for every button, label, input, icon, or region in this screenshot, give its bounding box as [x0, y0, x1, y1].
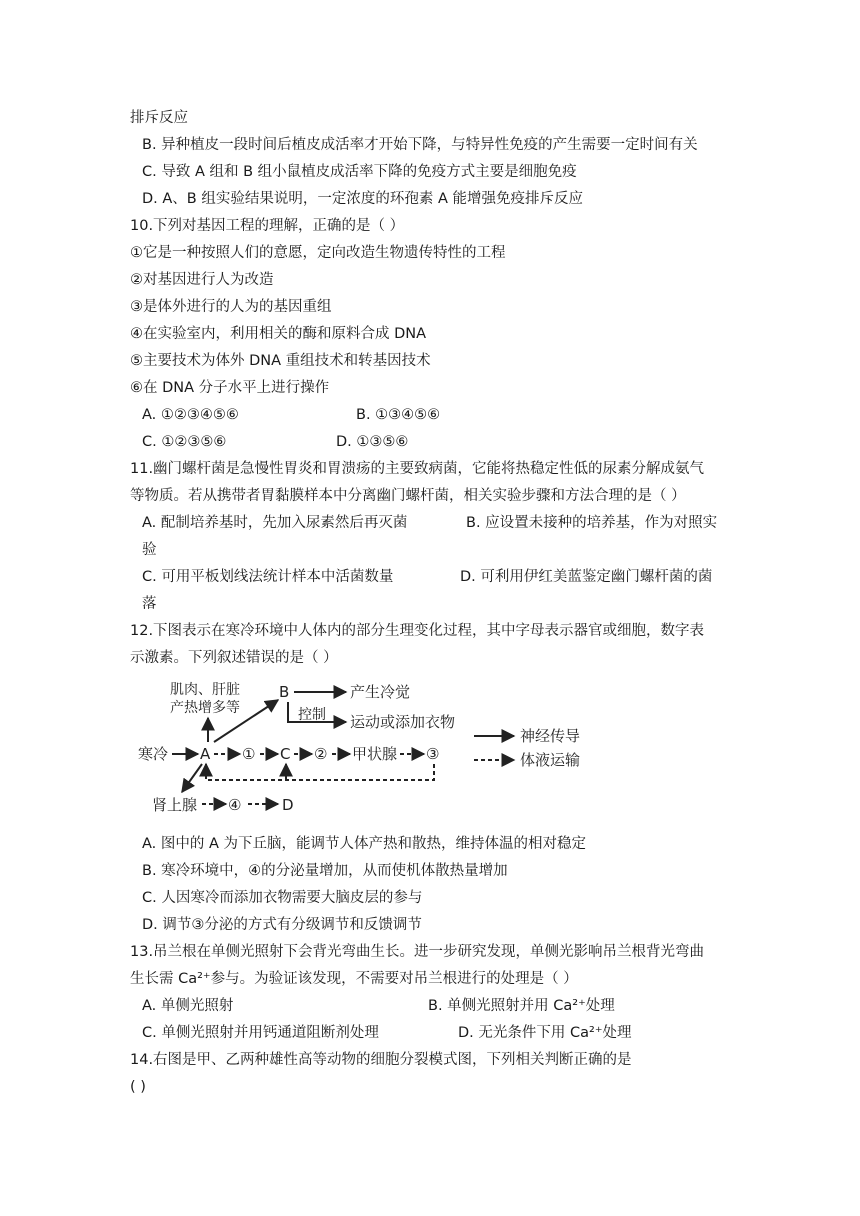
arrow-a-adrenal: [182, 764, 202, 792]
text-line: 排斥反应: [130, 110, 188, 126]
option-b-cont: 验: [142, 542, 157, 558]
option-c: C. ①②③⑤⑥: [142, 434, 227, 450]
heat-production-label: 产热增多等: [170, 700, 240, 716]
cold-label: 寒冷: [138, 745, 169, 763]
question-10: 10.下列对基因工程的理解，正确的是（ ）: [130, 218, 405, 234]
hormone-4: ④: [228, 796, 242, 814]
question-12-cont: 示激素。下列叙述错误的是（ ）: [130, 650, 338, 666]
option-b: B. 寒冷环境中，④的分泌量增加，从而使机体散热量增加: [142, 863, 508, 879]
option-b: B. 异种植皮一段时间后植皮成活率才开始下降，与特异性免疫的产生需要一定时间有关: [142, 137, 698, 153]
option-a: A. 配制培养基时，先加入尿素然后再灭菌: [142, 515, 408, 531]
statement-6: ⑥在 DNA 分子水平上进行操作: [130, 380, 330, 396]
option-c: C. 可用平板划线法统计样本中活菌数量: [142, 569, 394, 585]
option-d: D. 调节③分泌的方式有分级调节和反馈调节: [142, 917, 422, 933]
node-a: A: [200, 745, 211, 763]
thermoregulation-diagram: [138, 680, 598, 820]
feedback-loop-a: [206, 764, 434, 780]
statement-2: ②对基因进行人为改造: [130, 272, 274, 288]
option-d: D. 可利用伊红美蓝鉴定幽门螺杆菌的菌: [460, 569, 713, 585]
option-a: A. 单侧光照射: [142, 998, 234, 1014]
question-14-cont: ( ): [130, 1079, 146, 1095]
statement-3: ③是体外进行的人为的基因重组: [130, 299, 332, 315]
option-a: A. ①②③④⑤⑥: [142, 407, 239, 423]
legend-nerve-label: 神经传导: [520, 727, 581, 745]
question-13: 13.吊兰根在单侧光照射下会背光弯曲生长。进一步研究发现，单侧光影响吊兰根背光弯曲: [130, 944, 705, 960]
hormone-3: ③: [426, 745, 440, 763]
statement-1: ①它是一种按照人们的意愿，定向改造生物遗传特性的工程: [130, 245, 506, 261]
legend-fluid-label: 体液运输: [520, 751, 581, 769]
statement-4: ④在实验室内，利用相关的酶和原料合成 DNA: [130, 326, 427, 342]
option-d-cont: 落: [142, 596, 157, 612]
option-d: D. A、B 组实验结果说明，一定浓度的环孢素 A 能增强免疫排斥反应: [142, 191, 583, 207]
option-b: B. 应设置未接种的培养基，作为对照实: [466, 515, 718, 531]
question-11-cont: 等物质。若从携带者胃黏膜样本中分离幽门螺杆菌，相关实验步骤和方法合理的是（ ）: [130, 488, 686, 504]
option-c: C. 单侧光照射并用钙通道阻断剂处理: [142, 1025, 379, 1041]
muscle-liver-label: 肌肉、肝脏: [170, 682, 240, 698]
node-d: D: [282, 796, 294, 814]
control-label: 控制: [298, 707, 326, 723]
option-d: D. ①③⑤⑥: [336, 434, 409, 450]
question-11: 11.幽门螺杆菌是急慢性胃炎和胃溃疡的主要致病菌，它能将热稳定性低的尿素分解成氨气: [130, 461, 705, 477]
option-b: B. ①③④⑤⑥: [356, 407, 441, 423]
option-b: B. 单侧光照射并用 Ca²⁺处理: [428, 998, 615, 1014]
hormone-2: ②: [314, 745, 328, 763]
add-clothes-label: 运动或添加衣物: [350, 713, 456, 731]
option-c: C. 导致 A 组和 B 组小鼠植皮成活率下降的免疫方式主要是细胞免疫: [142, 164, 577, 180]
hormone-1: ①: [242, 745, 256, 763]
option-d: D. 无光条件下用 Ca²⁺处理: [458, 1025, 632, 1041]
option-a: A. 图中的 A 为下丘脑，能调节人体产热和散热，维持体温的相对稳定: [142, 836, 587, 852]
question-12: 12.下图表示在寒冷环境中人体内的部分生理变化过程，其中字母表示器官或细胞，数字表: [130, 623, 705, 639]
option-c: C. 人因寒冷而添加衣物需要大脑皮层的参与: [142, 890, 423, 906]
statement-5: ⑤主要技术为体外 DNA 重组技术和转基因技术: [130, 353, 431, 369]
node-c: C: [280, 745, 291, 763]
question-13-cont: 生长需 Ca²⁺参与。为验证该发现，不需要对吊兰根进行的处理是（ ）: [130, 971, 578, 987]
question-14: 14.右图是甲、乙两种雄性高等动物的细胞分裂模式图，下列相关判断正确的是: [130, 1052, 632, 1068]
node-b: B: [279, 683, 290, 701]
adrenal-label: 肾上腺: [152, 796, 198, 814]
thyroid-label: 甲状腺: [352, 745, 398, 763]
cold-sense-label: 产生冷觉: [350, 683, 411, 701]
